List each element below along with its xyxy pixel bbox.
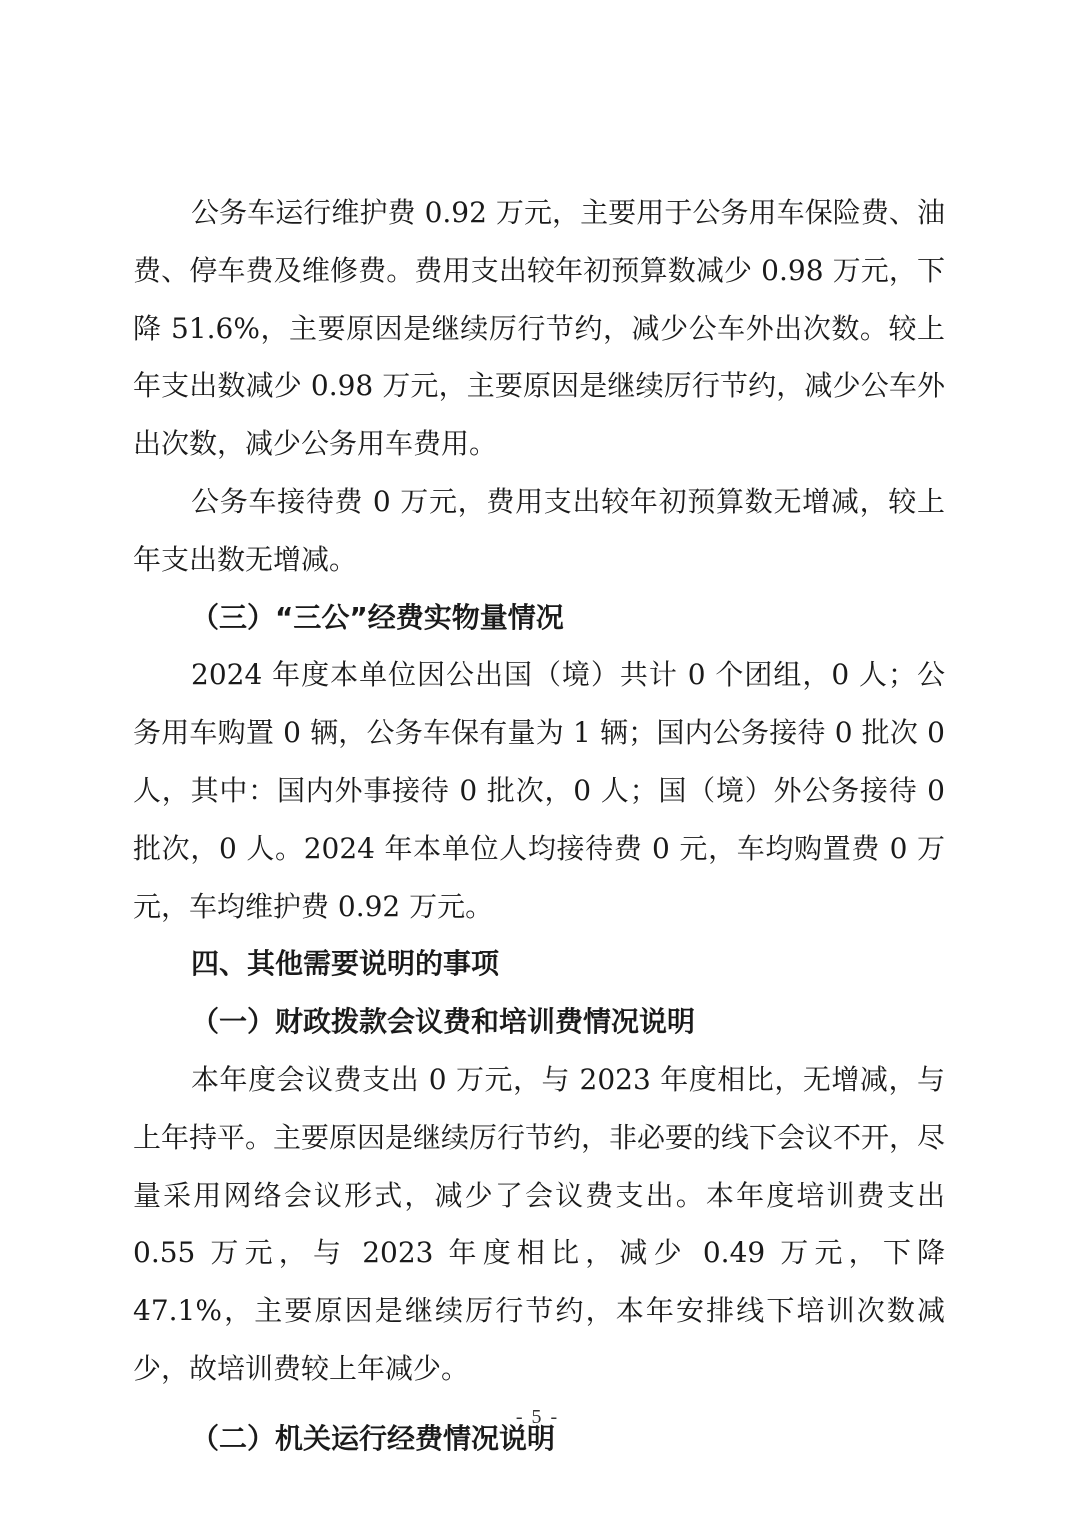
heading-agency-operation: （二）机关运行经费情况说明 [191, 1421, 556, 1455]
heading-meeting-training: （一）财政拨款会议费和培训费情况说明 [191, 1005, 696, 1039]
heading-three-public-physical: （三）“三公”经费实物量情况 [191, 600, 564, 634]
paragraph-meeting-training: 本年度会议费支出 0 万元，与 2023 年度相比，无增减，与上年持平。主要原因是继续厉行节约，非必要的线下会议不开，尽量采用网络会议形式，减少了会议费支出。本年度培训费支出 0.55 万元，与 2023 年度相比，减少 0.49 万元，下降 47.1%，主要原因是继续厉行节约，本年安排线下培训次数减少，故培训费较上年减少。 [133, 1062, 946, 1385]
document-body [133, 184, 945, 1468]
heading-other-matters: 四、其他需要说明的事项 [191, 947, 500, 981]
paragraph-vehicle-reception: 公务车接待费 0 万元，费用支出较年初预算数无增减，较上年支出数无增减。 [133, 484, 945, 576]
page-number: - 5 - [515, 1406, 560, 1428]
paragraph-vehicle-maintenance: 公务车运行维护费 0.92 万元，主要用于公务用车保险费、油费、停车费及维修费。费用支出较年初预算数减少 0.98 万元，下降 51.6%，主要原因是继续厉行节约，减少公车外出次数。较上年支出数减少 0.98 万元，主要原因是继续厉行节约，减少公车外出次数，减少公务用车费用。 [133, 196, 945, 461]
paragraph-physical-quantity: 2024 年度本单位因公出国（境）共计 0 个团组，0 人；公务用车购置 0 辆，公务车保有量为 1 辆；国内公务接待 0 批次 0 人，其中：国内外事接待 0 批次，0 人；国（境）外公务接待 0 批次，0 人。2024 年本单位人均接待费 0 元，车均购置费 0 万元，车均维护费 0.92 万元。 [133, 658, 945, 923]
